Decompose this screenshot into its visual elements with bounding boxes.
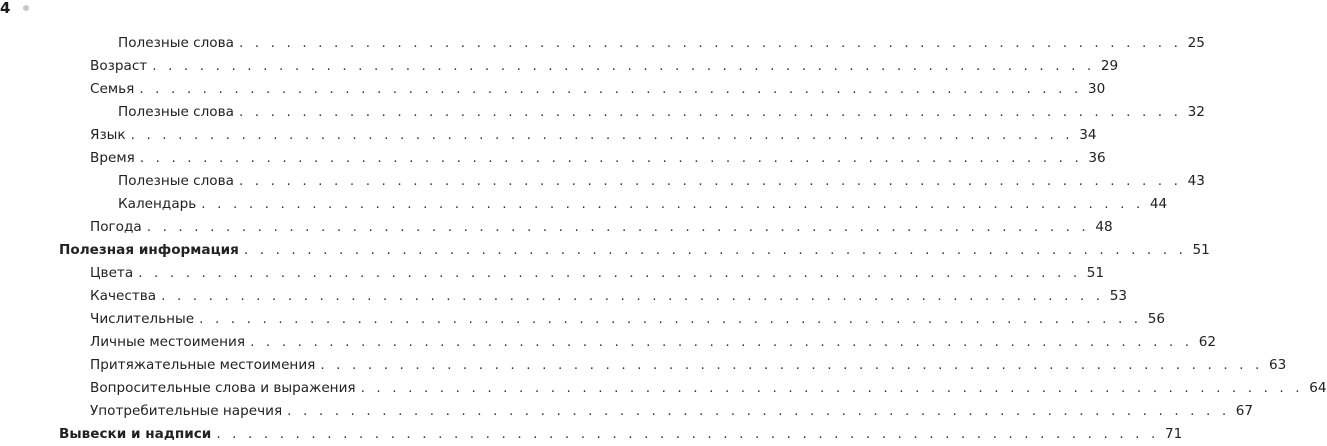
page-number: 4 — [0, 0, 11, 17]
toc-entry-title: Календарь — [118, 193, 201, 216]
toc-dot-leader: . . . . . . . . . . . . . . . . . . . . . . . . . . . . . . . . . . . . . . . . . . . . . . . . . . . . . . . . . . . . — [238, 35, 1182, 51]
toc-entry[interactable] — [0, 216, 1113, 239]
toc-entry-title: Полезные слова — [118, 170, 239, 193]
toc-entry-page-number: 29 — [1100, 58, 1119, 74]
toc-entry[interactable] — [0, 331, 1216, 354]
toc-entry[interactable] — [0, 147, 1106, 170]
toc-entry-page-number: 36 — [1088, 150, 1106, 166]
toc-entry[interactable] — [0, 193, 1168, 216]
toc-entry-page-number: 63 — [1268, 357, 1287, 373]
toc-entry[interactable] — [0, 354, 1287, 377]
toc-entry[interactable] — [0, 285, 1128, 308]
toc-dot-leader: . . . . . . . . . . . . . . . . . . . . . . . . . . . . . . . . . . . . . . . . . . . . . . . . . . . . . . . . . . . . — [250, 334, 1193, 350]
toc-dot-leader: . . . . . . . . . . . . . . . . . . . . . . . . . . . . . . . . . . . . . . . . . . . . . . . . . . . . . . . . . . . . — [238, 173, 1182, 189]
toc-entry[interactable] — [0, 170, 1205, 193]
page-header — [0, 0, 29, 16]
toc-entry[interactable] — [0, 78, 1106, 101]
toc-entry-page-number: 34 — [1079, 127, 1097, 143]
header-dot-ornament — [23, 5, 29, 11]
toc-entry[interactable] — [0, 377, 1327, 400]
toc-entry[interactable] — [0, 239, 1210, 262]
toc-entry-title: Полезная информация — [59, 239, 244, 262]
toc-entry[interactable] — [0, 308, 1166, 331]
toc-entry-page-number: 51 — [1086, 265, 1105, 281]
toc-entry-title: Погода — [90, 216, 147, 239]
table-of-contents — [0, 32, 1327, 446]
toc-entry-title: Цвета — [90, 262, 138, 285]
toc-entry[interactable] — [0, 55, 1119, 78]
toc-entry-title: Язык — [90, 124, 131, 147]
toc-entry-page-number: 25 — [1187, 35, 1205, 51]
toc-dot-leader: . . . . . . . . . . . . . . . . . . . . . . . . . . . . . . . . . . . . . . . . . . . . . . . . . . . . . . . . . . . . — [146, 219, 1090, 235]
toc-entry-page-number: 67 — [1235, 403, 1254, 419]
toc-entry-page-number: 44 — [1149, 196, 1168, 212]
toc-entry[interactable] — [0, 262, 1105, 285]
toc-entry[interactable] — [0, 124, 1097, 147]
toc-entry-title: Личные местоимения — [90, 331, 250, 354]
toc-entry-page-number: 53 — [1109, 288, 1128, 304]
toc-entry[interactable] — [0, 423, 1183, 446]
toc-dot-leader: . . . . . . . . . . . . . . . . . . . . . . . . . . . . . . . . . . . . . . . . . . . . . . . . . . . . . . . . . . . . — [201, 196, 1144, 212]
toc-entry-title: Время — [90, 147, 140, 170]
toc-entry-title: Употребительные наречия — [90, 400, 287, 423]
toc-dot-leader: . . . . . . . . . . . . . . . . . . . . . . . . . . . . . . . . . . . . . . . . . . . . . . . . . . . . . . . . . . . . — [320, 357, 1263, 373]
toc-entry-title: Полезные слова — [118, 101, 239, 124]
toc-dot-leader: . . . . . . . . . . . . . . . . . . . . . . . . . . . . . . . . . . . . . . . . . . . . . . . . . . . . . . . . . . . . — [238, 104, 1182, 120]
toc-entry-title: Числительные — [90, 308, 199, 331]
toc-entry-page-number: 32 — [1187, 104, 1205, 120]
toc-entry-title: Возраст — [90, 55, 152, 78]
toc-dot-leader: . . . . . . . . . . . . . . . . . . . . . . . . . . . . . . . . . . . . . . . . . . . . . . . . . . . . . . . . . . . . — [287, 403, 1230, 419]
toc-dot-leader: . . . . . . . . . . . . . . . . . . . . . . . . . . . . . . . . . . . . . . . . . . . . . . . . . . . . . . . . . . . . — [199, 311, 1142, 327]
toc-entry-page-number: 62 — [1198, 334, 1216, 350]
toc-entry-page-number: 30 — [1087, 81, 1106, 97]
toc-dot-leader: . . . . . . . . . . . . . . . . . . . . . . . . . . . . . . . . . . . . . . . . . . . . . . . . . . . . . . . . . . . . — [161, 288, 1104, 304]
toc-entry-title: Вывески и надписи — [59, 423, 216, 446]
toc-entry[interactable] — [0, 101, 1205, 124]
toc-entry-title: Семья — [90, 78, 139, 101]
toc-dot-leader: . . . . . . . . . . . . . . . . . . . . . . . . . . . . . . . . . . . . . . . . . . . . . . . . . . . . . . . . . . . . — [360, 380, 1304, 396]
toc-entry[interactable] — [0, 32, 1205, 55]
toc-entry-page-number: 56 — [1147, 311, 1166, 327]
toc-entry-page-number: 43 — [1187, 173, 1205, 189]
toc-dot-leader: . . . . . . . . . . . . . . . . . . . . . . . . . . . . . . . . . . . . . . . . . . . . . . . . . . . . . . . . . . . . — [139, 150, 1083, 166]
toc-entry-title: Вопросительные слова и выражения — [90, 377, 361, 400]
toc-entry-page-number: 51 — [1192, 242, 1210, 258]
toc-dot-leader: . . . . . . . . . . . . . . . . . . . . . . . . . . . . . . . . . . . . . . . . . . . . . . . . . . . . . . . . . . . . — [216, 426, 1159, 442]
toc-entry-page-number: 48 — [1095, 219, 1113, 235]
toc-dot-leader: . . . . . . . . . . . . . . . . . . . . . . . . . . . . . . . . . . . . . . . . . . . . . . . . . . . . . . . . . . . . — [152, 58, 1095, 74]
toc-entry-page-number: 64 — [1309, 380, 1327, 396]
toc-entry-title: Качества — [90, 285, 161, 308]
toc-entry-title: Притяжательные местоимения — [90, 354, 320, 377]
toc-dot-leader: . . . . . . . . . . . . . . . . . . . . . . . . . . . . . . . . . . . . . . . . . . . . . . . . . . . . . . . . . . . . — [138, 265, 1081, 281]
toc-entry[interactable] — [0, 400, 1254, 423]
toc-entry-page-number: 71 — [1164, 426, 1183, 442]
toc-dot-leader: . . . . . . . . . . . . . . . . . . . . . . . . . . . . . . . . . . . . . . . . . . . . . . . . . . . . . . . . . . . . — [243, 242, 1187, 258]
toc-dot-leader: . . . . . . . . . . . . . . . . . . . . . . . . . . . . . . . . . . . . . . . . . . . . . . . . . . . . . . . . . . . . — [130, 127, 1074, 143]
toc-entry-title: Полезные слова — [118, 32, 239, 55]
toc-dot-leader: . . . . . . . . . . . . . . . . . . . . . . . . . . . . . . . . . . . . . . . . . . . . . . . . . . . . . . . . . . . . — [139, 81, 1082, 97]
